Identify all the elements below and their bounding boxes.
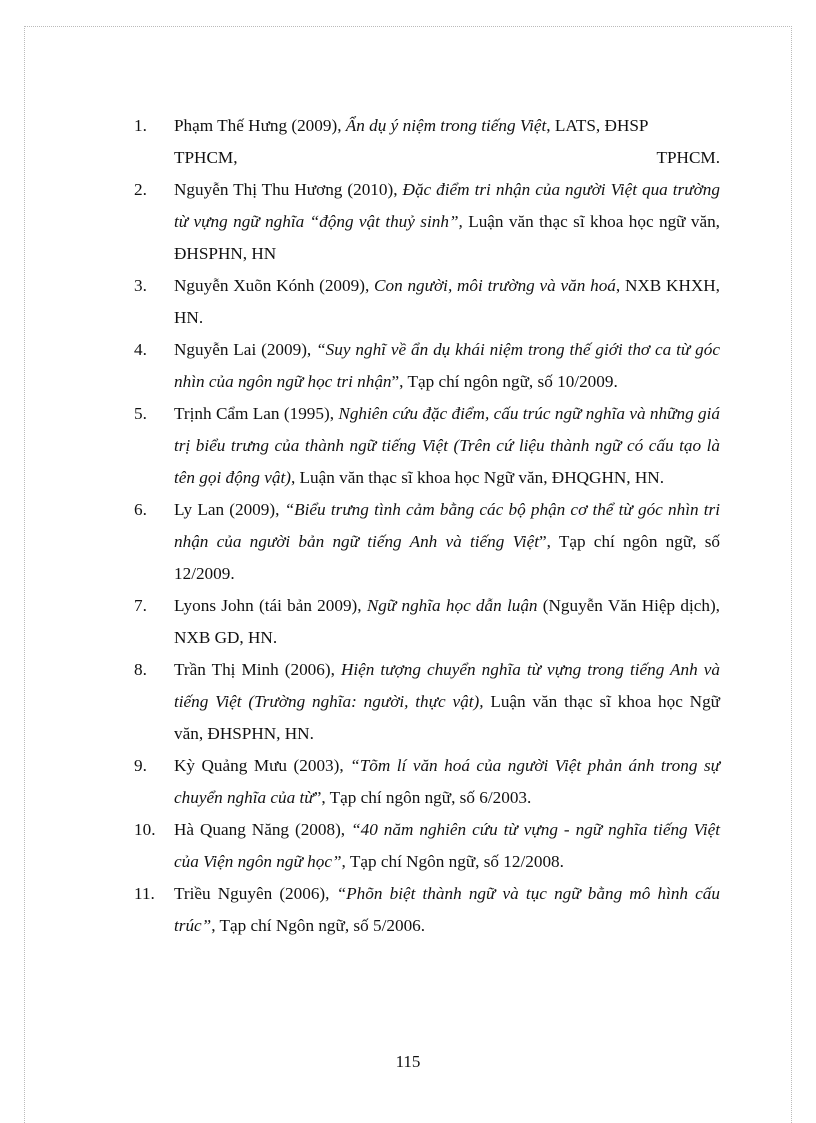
- reference-number: 7.: [134, 596, 147, 615]
- reference-segment: Kỳ Quảng Mưu (2003),: [174, 756, 351, 775]
- reference-list: [134, 110, 720, 942]
- reference-text: [174, 654, 720, 750]
- reference-number: 1.: [134, 116, 147, 135]
- reference-title: “Phõn biệt thành ngữ và tục ngữ bằng mô hình cấu trúc”: [174, 884, 720, 935]
- reference-item: [134, 494, 720, 590]
- reference-number: 10.: [134, 820, 156, 839]
- reference-text: [174, 814, 720, 878]
- reference-segment: Phạm Thế Hưng (2009),: [174, 116, 346, 135]
- reference-segment: , NXB KHXH, HN.: [174, 276, 720, 327]
- reference-item: [134, 174, 720, 270]
- reference-segment: Nguyễn Thị Thu Hương (2010),: [174, 180, 403, 199]
- reference-tail-right: TPHCM.: [656, 148, 720, 167]
- reference-segment: Hà Quang Năng (2008),: [174, 820, 352, 839]
- reference-segment: , Luận văn thạc sĩ khoa học Ngữ văn, ĐHQGHN, HN.: [290, 468, 664, 487]
- reference-title: “Tõm lí văn hoá của người Việt phản ánh trong sự chuyển nghĩa của từ: [174, 756, 721, 807]
- reference-tail-line: [174, 142, 720, 174]
- reference-number: 5.: [134, 404, 147, 423]
- reference-segment: , Tạp chí Ngôn ngữ, số 5/2006.: [211, 916, 426, 935]
- reference-item: [134, 750, 720, 814]
- reference-text: [174, 334, 720, 398]
- reference-title: “40 năm nghiên cứu từ vựng - ngữ nghĩa tiếng Việt của Viện ngôn ngữ học”: [174, 820, 720, 871]
- reference-item: [134, 654, 720, 750]
- reference-title: Con người, môi trường và văn hoá: [374, 276, 616, 295]
- reference-number: 3.: [134, 276, 147, 295]
- reference-text: [174, 750, 720, 814]
- reference-segment: ”, Tạp chí ngôn ngữ, số 12/2009.: [174, 532, 720, 583]
- reference-item: [134, 878, 720, 942]
- reference-segment: Nguyễn Lai (2009),: [174, 340, 317, 359]
- reference-segment: Triều Nguyên (2006),: [174, 884, 337, 903]
- reference-segment: , Tạp chí Ngôn ngữ, số 12/2008.: [341, 852, 564, 871]
- reference-text: [174, 398, 720, 494]
- reference-item: [134, 270, 720, 334]
- reference-title: Hiện tượng chuyển nghĩa từ vựng trong tiếng Anh và tiếng Việt (Trường nghĩa: người, thực vật),: [174, 660, 721, 711]
- reference-number: 8.: [134, 660, 147, 679]
- reference-segment: Trịnh Cẩm Lan (1995),: [174, 404, 339, 423]
- reference-text: [174, 494, 720, 590]
- reference-tail-left: TPHCM,: [174, 148, 238, 167]
- reference-item: [134, 334, 720, 398]
- reference-number: 2.: [134, 180, 147, 199]
- reference-title: “Suy nghĩ về ẩn dụ khái niệm trong thế giới thơ ca từ góc nhìn của ngôn ngữ học tri nhận: [174, 340, 720, 391]
- reference-segment: Nguyễn Xuõn Kónh (2009),: [174, 276, 375, 295]
- reference-number: 11.: [134, 884, 155, 903]
- reference-title: Đặc điểm tri nhận của người Việt qua trường từ vựng ngữ nghĩa “động vật thuỷ sinh”,: [174, 180, 720, 231]
- reference-segment: Ly Lan (2009),: [174, 500, 285, 519]
- reference-number: 9.: [134, 756, 147, 775]
- reference-number: 6.: [134, 500, 147, 519]
- reference-segment: Luận văn thạc sĩ khoa học Ngữ văn, ĐHSPHN, HN.: [174, 692, 720, 743]
- reference-title: Ẩn dụ ý niệm trong tiếng Việt: [345, 116, 547, 135]
- reference-number: 4.: [134, 340, 147, 359]
- reference-text: [174, 878, 720, 942]
- reference-item: [134, 590, 720, 654]
- page-number: 115: [395, 1052, 421, 1071]
- reference-segment: ”, Tạp chí ngôn ngữ, số 10/2009.: [391, 372, 618, 391]
- reference-segment: (Nguyễn Văn Hiệp dịch), NXB GD, HN.: [174, 596, 720, 647]
- reference-segment: , LATS, ĐHSP: [546, 116, 649, 135]
- reference-item: [134, 110, 720, 174]
- reference-text: [174, 174, 720, 270]
- reference-text: [174, 270, 720, 334]
- reference-text: [174, 110, 720, 142]
- reference-title: “Biểu trưng tình cảm bằng các bộ phận cơ thể từ góc nhìn tri nhận của người bản ngữ tiếng Anh và tiếng Việt: [174, 500, 720, 551]
- reference-title: Ngữ nghĩa học dẫn luận: [366, 596, 538, 615]
- reference-title: Nghiên cứu đặc điểm, cấu trúc ngữ nghĩa và những giá trị biểu trưng của thành ngữ tiếng Việt (Trên cứ liệu thành ngữ có cấu tạo là tên gọi động vật): [174, 404, 720, 487]
- reference-text: [174, 590, 720, 654]
- reference-segment: Luận văn thạc sĩ khoa học ngữ văn, ĐHSPHN, HN: [174, 212, 720, 263]
- reference-item: [134, 398, 720, 494]
- reference-segment: ”, Tạp chí ngôn ngữ, số 6/2003.: [313, 788, 532, 807]
- reference-item: [134, 814, 720, 878]
- reference-segment: Trần Thị Minh (2006),: [174, 660, 341, 679]
- reference-segment: Lyons John (tái bản 2009),: [174, 596, 367, 615]
